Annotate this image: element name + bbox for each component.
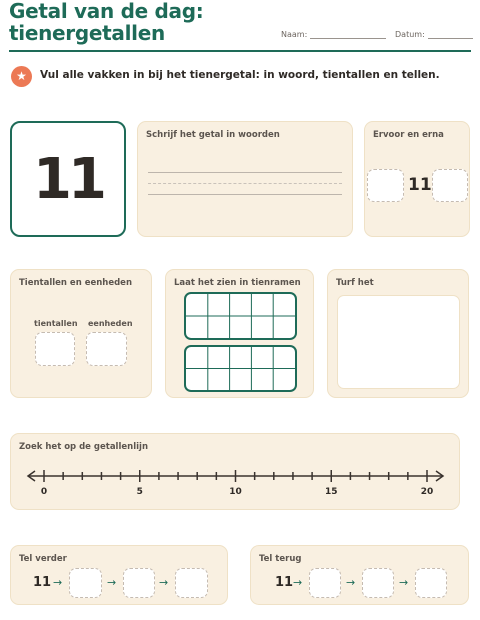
star-icon: ★ — [11, 66, 32, 87]
number-line-label: 15 — [324, 487, 338, 497]
count-back-title: Tel terug — [259, 554, 302, 564]
count-on-start: 11 — [33, 575, 52, 590]
instruction-text: Vul alle vakken in bij het tienergetal: in woord, tientallen en tellen. — [40, 69, 440, 81]
number-line-card — [10, 433, 460, 510]
ten-frame-2-grid[interactable] — [186, 347, 295, 390]
number-line-title: Zoek het op de getallenlijn — [19, 442, 148, 452]
tens-answer-box[interactable] — [35, 332, 75, 366]
count-back-start: 11 — [275, 575, 294, 590]
count-back-box-1[interactable] — [309, 568, 341, 598]
count-on-box-3[interactable] — [175, 568, 208, 598]
name-field[interactable] — [281, 30, 386, 39]
words-card-title: Schrijf het getal in woorden — [146, 130, 280, 140]
count-back-card — [250, 545, 469, 605]
tens-units-card — [10, 269, 152, 398]
count-on-box-2[interactable] — [123, 568, 155, 598]
title-line-1: Getal van de dag: — [9, 0, 204, 23]
before-after-card — [364, 121, 470, 237]
arrow-right-icon: → — [159, 576, 169, 589]
before-after-number: 11 — [408, 175, 432, 195]
arrow-right-icon: → — [293, 576, 303, 589]
number-line-label: 5 — [136, 487, 143, 497]
date-label: Datum: — [395, 30, 425, 39]
units-label: eenheden — [88, 319, 133, 328]
after-answer-box[interactable] — [432, 169, 468, 202]
arrow-right-icon: → — [53, 576, 63, 589]
ten-frames-card — [165, 269, 314, 398]
count-on-card — [10, 545, 228, 605]
number-of-the-day: 11 — [33, 147, 103, 212]
arrow-right-icon: → — [346, 576, 356, 589]
number-line-label: 0 — [40, 487, 48, 497]
number-of-the-day-card — [10, 121, 126, 237]
before-answer-box[interactable] — [367, 169, 404, 202]
arrow-right-icon: → — [107, 576, 117, 589]
count-on-title: Tel verder — [19, 554, 67, 564]
tally-card — [327, 269, 469, 398]
page-title — [9, 0, 203, 44]
name-label: Naam: — [281, 30, 308, 39]
before-after-title: Ervoor en erna — [373, 130, 444, 140]
writing-line-bottom[interactable] — [148, 194, 342, 195]
count-on-box-1[interactable] — [69, 568, 102, 598]
title-line-2: tienergetallen — [9, 21, 165, 45]
date-field[interactable] — [395, 30, 473, 39]
ten-frame-1 — [184, 292, 297, 340]
writing-line-top — [148, 172, 342, 173]
words-card — [137, 121, 353, 237]
number-line-label: 20 — [420, 487, 434, 497]
tens-units-title: Tientallen en eenheden — [19, 278, 133, 288]
count-back-box-3[interactable] — [415, 568, 447, 598]
date-line — [428, 38, 473, 39]
name-line — [310, 38, 386, 39]
tens-label: tientallen — [34, 319, 78, 328]
tally-title: Turf het — [336, 278, 374, 288]
ten-frame-2 — [184, 345, 297, 392]
ten-frames-title: Laat het zien in tienramen — [174, 278, 301, 288]
arrow-right-icon: → — [399, 576, 409, 589]
units-answer-box[interactable] — [86, 332, 127, 366]
count-back-box-2[interactable] — [362, 568, 394, 598]
header-divider — [9, 50, 471, 52]
number-line-label: 10 — [229, 487, 242, 497]
ten-frame-1-grid[interactable] — [186, 294, 295, 338]
tally-answer-area[interactable] — [337, 295, 460, 389]
writing-line-middle — [148, 183, 342, 184]
